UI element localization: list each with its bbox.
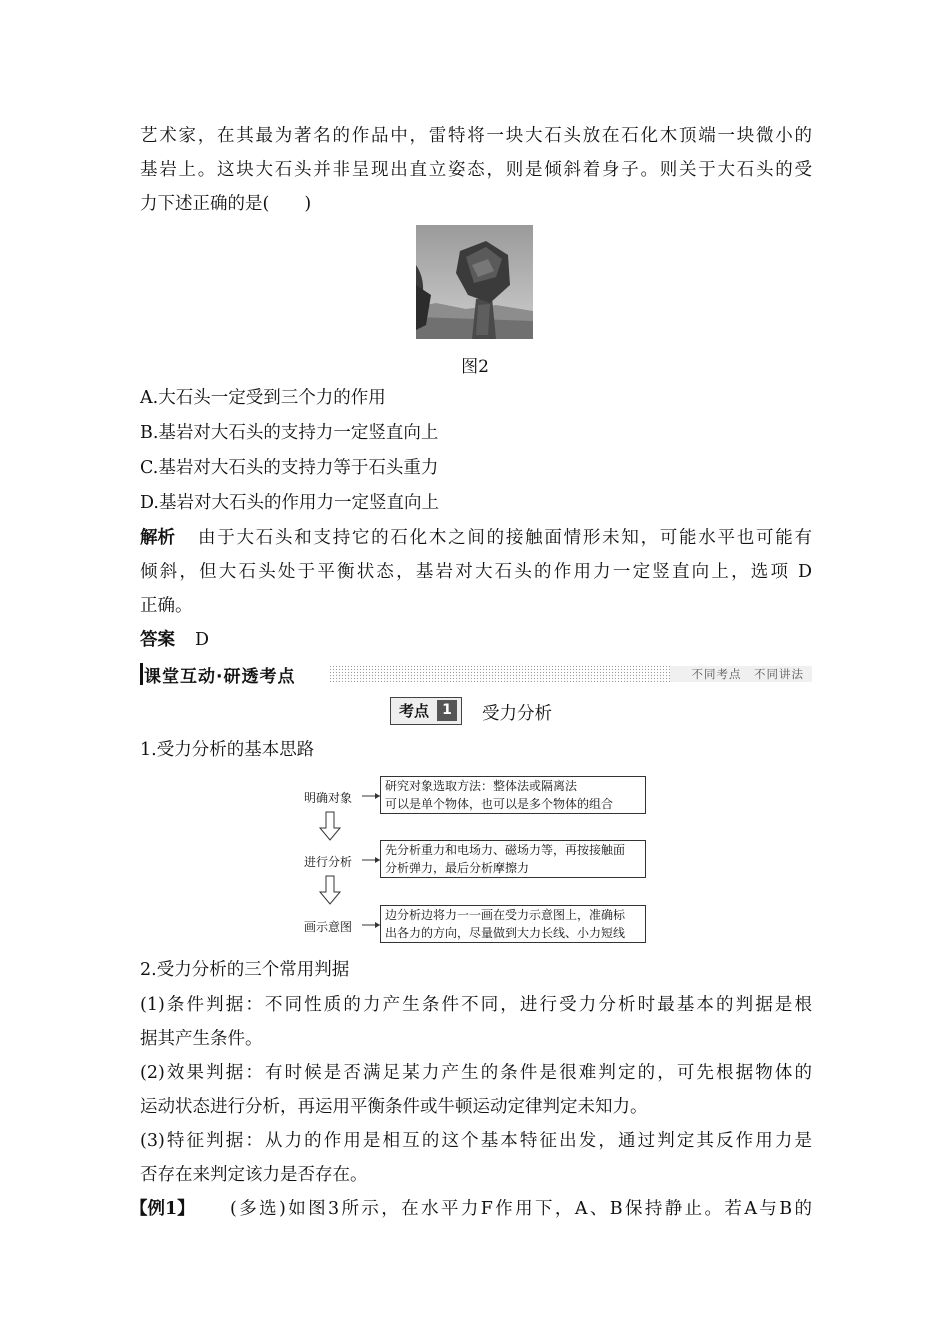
analysis-line-3: 正确。	[140, 596, 193, 616]
answer-row	[140, 628, 812, 652]
flow-step-3-box	[380, 905, 646, 943]
flow-step-2-line-2: 分析弹力，最后分析摩擦力	[385, 861, 530, 875]
analysis-line-1: 由于大石头和支持它的石化木之间的接触面情形未知，可能水平也可能有	[198, 528, 812, 548]
section-banner	[140, 659, 812, 689]
flow-step-2-label: 进行分析	[304, 855, 353, 869]
banner-subtitle: 不同考点 不同讲法	[691, 667, 804, 681]
answer-value: D	[195, 630, 210, 650]
kaodian-title: 受力分析	[482, 704, 552, 724]
analysis-label-text: 解析	[140, 528, 175, 548]
criterion-3-line-1: (3)特征判据：从力的作用是相互的这个基本特征出发，通过判定其反作用力是	[140, 1131, 812, 1151]
flow-step-1-label: 明确对象	[304, 791, 353, 805]
flow-step-3-line-1: 边分析边将力一一画在受力示意图上，准确标	[385, 908, 626, 922]
option-d: D.基岩对大石头的作用力一定竖直向上	[140, 493, 439, 513]
flow-step-2-line-1: 先分析重力和电场力、磁场力等，再按接触面	[385, 843, 626, 857]
flow-step-1-line-1: 研究对象选取方法：整体法或隔离法	[385, 779, 578, 793]
analysis-line-2: 倾斜，但大石头处于平衡状态，基岩对大石头的作用力一定竖直向上，选项 D	[140, 562, 812, 582]
banner-title: 课堂互动·研透考点	[144, 667, 296, 687]
flow-step-2-box	[380, 840, 646, 878]
section-2-title: 2.受力分析的三个常用判据	[140, 960, 350, 980]
flow-step-3-line-2: 出各力的方向，尽量做到大力长线、小力短线	[385, 926, 626, 940]
analysis-label	[140, 526, 200, 550]
example-label: 【例1】	[130, 1199, 195, 1219]
criterion-3-line-2: 否存在来判定该力是否存在。	[140, 1165, 368, 1185]
option-c: C.基岩对大石头的支持力等于石头重力	[140, 458, 439, 478]
kaodian-tag	[390, 697, 462, 725]
criterion-2-line-2: 运动状态进行分析，再运用平衡条件或牛顿运动定律判定未知力。	[140, 1097, 648, 1117]
intro-line-2: 基岩上。这块大石头并非呈现出直立姿态，则是倾斜着身子。则关于大石头的受	[140, 160, 812, 180]
criterion-2-line-1: (2)效果判据：有时候是否满足某力产生的条件是很难判定的，可先根据物体的	[140, 1063, 812, 1083]
kaodian-number: 1	[437, 700, 457, 721]
section-1-title: 1.受力分析的基本思路	[140, 740, 315, 760]
option-a: A.大石头一定受到三个力的作用	[140, 388, 386, 408]
criterion-1-line-1: (1)条件判据：不同性质的力产生条件不同，进行受力分析时最基本的判据是根	[140, 995, 812, 1015]
example-text: (多选)如图3所示，在水平力F作用下，A、B保持静止。若A与B的	[230, 1199, 812, 1219]
flow-step-3-label: 画示意图	[304, 920, 353, 934]
criterion-1-line-2: 据其产生条件。	[140, 1029, 263, 1049]
figure-2-photo	[416, 225, 533, 339]
intro-line-3: 力下述正确的是( )	[140, 194, 312, 214]
intro-line-1: 艺术家，在其最为著名的作品中，雷特将一块大石头放在石化木顶端一块微小的	[140, 126, 812, 146]
option-b: B.基岩对大石头的支持力一定竖直向上	[140, 423, 439, 443]
flow-step-1-box	[380, 776, 646, 814]
example-label-wrap	[130, 1197, 220, 1221]
kaodian-label: 考点	[399, 702, 430, 720]
answer-label: 答案	[140, 630, 175, 650]
figure-2-caption: 图2	[461, 357, 489, 377]
flow-step-1-line-2: 可以是单个物体，也可以是多个物体的组合	[385, 797, 614, 811]
flowchart	[300, 772, 660, 947]
